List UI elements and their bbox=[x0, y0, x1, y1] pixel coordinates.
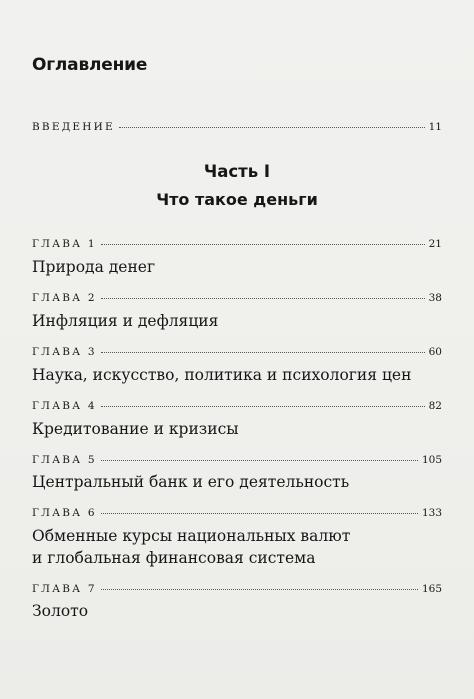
chapter-title[interactable]: Природа денег bbox=[32, 258, 156, 276]
chapter-entry-4[interactable] bbox=[32, 400, 442, 412]
chapter-title[interactable]: Кредитование и кризисы bbox=[32, 420, 239, 438]
dot-leader bbox=[101, 460, 418, 461]
dot-leader bbox=[101, 589, 418, 590]
chapter-page-number: 133 bbox=[421, 507, 442, 519]
chapter-entry-7[interactable] bbox=[32, 583, 442, 595]
intro-label: ВВЕДЕНИЕ bbox=[32, 121, 115, 133]
dot-leader bbox=[101, 298, 425, 299]
dot-leader bbox=[101, 352, 425, 353]
chapter-label: ГЛАВА 6 bbox=[32, 507, 97, 519]
intro-page-number: 11 bbox=[428, 121, 442, 133]
dot-leader bbox=[101, 244, 425, 245]
chapter-entry-3[interactable] bbox=[32, 346, 442, 358]
chapter-entry-1[interactable] bbox=[32, 238, 442, 250]
chapter-label: ГЛАВА 5 bbox=[32, 454, 97, 466]
chapter-title-line-1[interactable]: Обменные курсы национальных валют bbox=[32, 527, 351, 545]
chapter-label: ГЛАВА 1 bbox=[32, 238, 97, 250]
chapter-label: ГЛАВА 7 bbox=[32, 583, 97, 595]
toc-entry-intro[interactable] bbox=[32, 121, 442, 133]
chapter-page-number: 165 bbox=[421, 583, 442, 595]
chapter-label: ГЛАВА 4 bbox=[32, 400, 97, 412]
dot-leader bbox=[101, 406, 425, 407]
chapter-entry-6[interactable] bbox=[32, 507, 442, 519]
chapter-page-number: 60 bbox=[428, 346, 442, 358]
chapter-entry-2[interactable] bbox=[32, 292, 442, 304]
chapter-title[interactable]: Золото bbox=[32, 602, 89, 620]
part-title: Что такое деньги bbox=[156, 190, 318, 209]
toc-heading: Оглавление bbox=[32, 55, 148, 75]
dot-leader bbox=[119, 127, 425, 128]
chapter-page-number: 38 bbox=[428, 292, 442, 304]
dot-leader bbox=[101, 513, 418, 514]
chapter-page-number: 82 bbox=[428, 400, 442, 412]
chapter-title-line-2[interactable]: и глобальная финансовая система bbox=[32, 549, 316, 567]
chapter-title[interactable]: Центральный банк и его деятельность bbox=[32, 473, 350, 491]
chapter-title[interactable]: Наука, искусство, политика и психология цен bbox=[32, 366, 412, 384]
chapter-label: ГЛАВА 2 bbox=[32, 292, 97, 304]
chapter-page-number: 105 bbox=[421, 454, 442, 466]
chapter-label: ГЛАВА 3 bbox=[32, 346, 97, 358]
chapter-page-number: 21 bbox=[428, 238, 442, 250]
part-number: Часть I bbox=[203, 162, 271, 181]
chapter-entry-5[interactable] bbox=[32, 454, 442, 466]
chapter-title[interactable]: Инфляция и дефляция bbox=[32, 312, 219, 330]
